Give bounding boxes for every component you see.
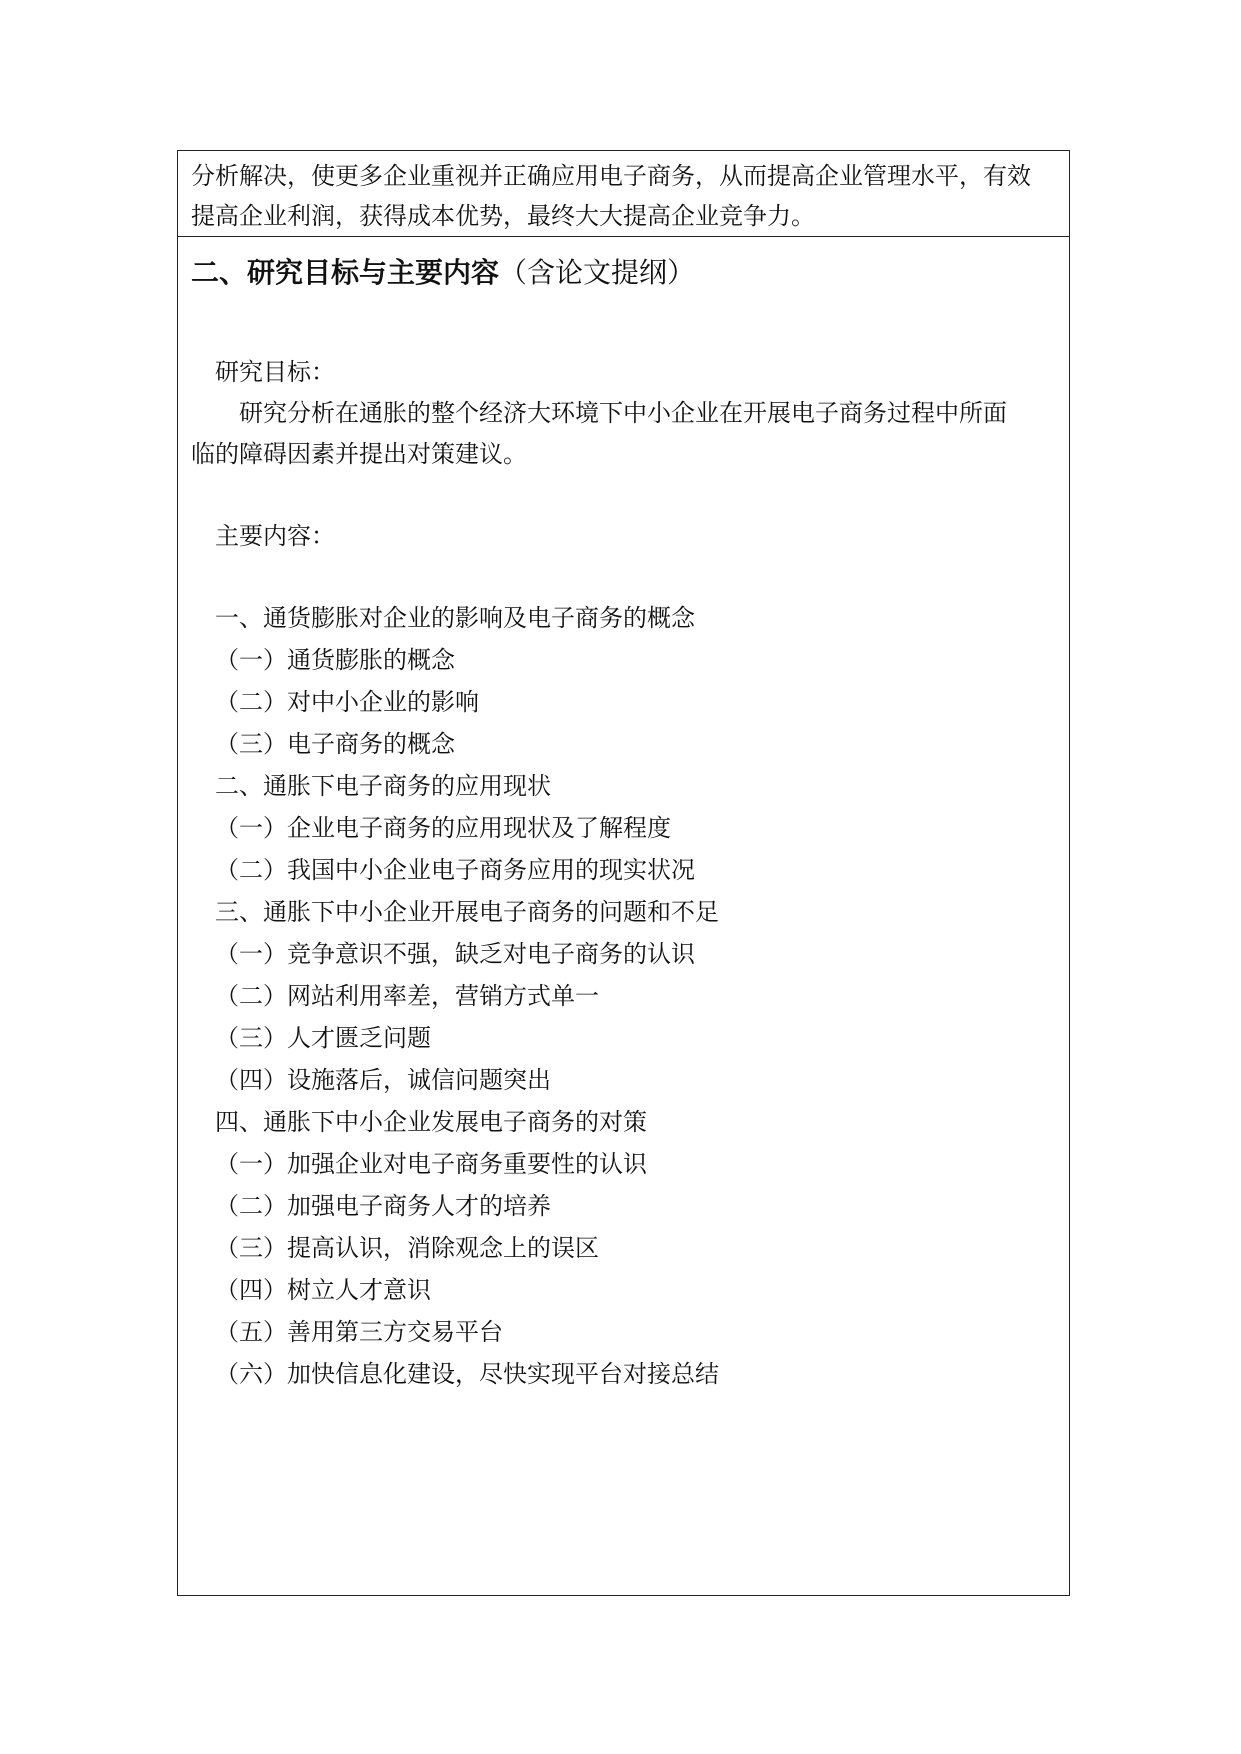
outline-item: （三）人才匮乏问题: [215, 1024, 431, 1052]
section-heading: [191, 255, 695, 291]
goal-label: 研究目标：: [215, 358, 335, 386]
outline-item: （一）加强企业对电子商务重要性的认识: [215, 1150, 647, 1178]
outline-item: （一）企业电子商务的应用现状及了解程度: [215, 814, 671, 842]
section-heading-title: 二、研究目标与主要内容: [191, 256, 500, 289]
outline-item: （六）加快信息化建设，尽快实现平台对接总结: [215, 1360, 719, 1388]
section-heading-note: （含论文提纲）: [499, 256, 696, 289]
outline-item: 二、通胀下电子商务的应用现状: [215, 772, 551, 800]
paragraph-line-2: 提高企业利润，获得成本优势，最终大大提高企业竞争力。: [191, 202, 815, 230]
outline-item: （三）提高认识，消除观念上的误区: [215, 1234, 599, 1262]
goal-line-1: 研究分析在通胀的整个经济大环境下中小企业在开展电子商务过程中所面: [239, 399, 1007, 427]
goal-line-2: 临的障碍因素并提出对策建议。: [191, 440, 527, 468]
outline-item: （一）竞争意识不强，缺乏对电子商务的认识: [215, 940, 695, 968]
continued-paragraph-cell: [178, 151, 1069, 237]
outline-item: （一）通货膨胀的概念: [215, 646, 455, 674]
form-table: [177, 150, 1070, 1596]
paragraph-line-1: 分析解决，使更多企业重视并正确应用电子商务，从而提高企业管理水平，有效: [191, 162, 1031, 190]
outline-item: （二）加强电子商务人才的培养: [215, 1192, 551, 1220]
outline-item: 一、通货膨胀对企业的影响及电子商务的概念: [215, 604, 695, 632]
outline-item: （二）网站利用率差，营销方式单一: [215, 982, 599, 1010]
outline-item: （二）对中小企业的影响: [215, 688, 479, 716]
content-label: 主要内容：: [215, 522, 335, 550]
outline-item: （三）电子商务的概念: [215, 730, 455, 758]
outline-item: 三、通胀下中小企业开展电子商务的问题和不足: [215, 898, 719, 926]
outline-item: 四、通胀下中小企业发展电子商务的对策: [215, 1108, 647, 1136]
outline-item: （四）树立人才意识: [215, 1276, 431, 1304]
outline-item: （五）善用第三方交易平台: [215, 1318, 503, 1346]
outline-item: （二）我国中小企业电子商务应用的现实状况: [215, 856, 695, 884]
outline-item: （四）设施落后，诚信问题突出: [215, 1066, 551, 1094]
